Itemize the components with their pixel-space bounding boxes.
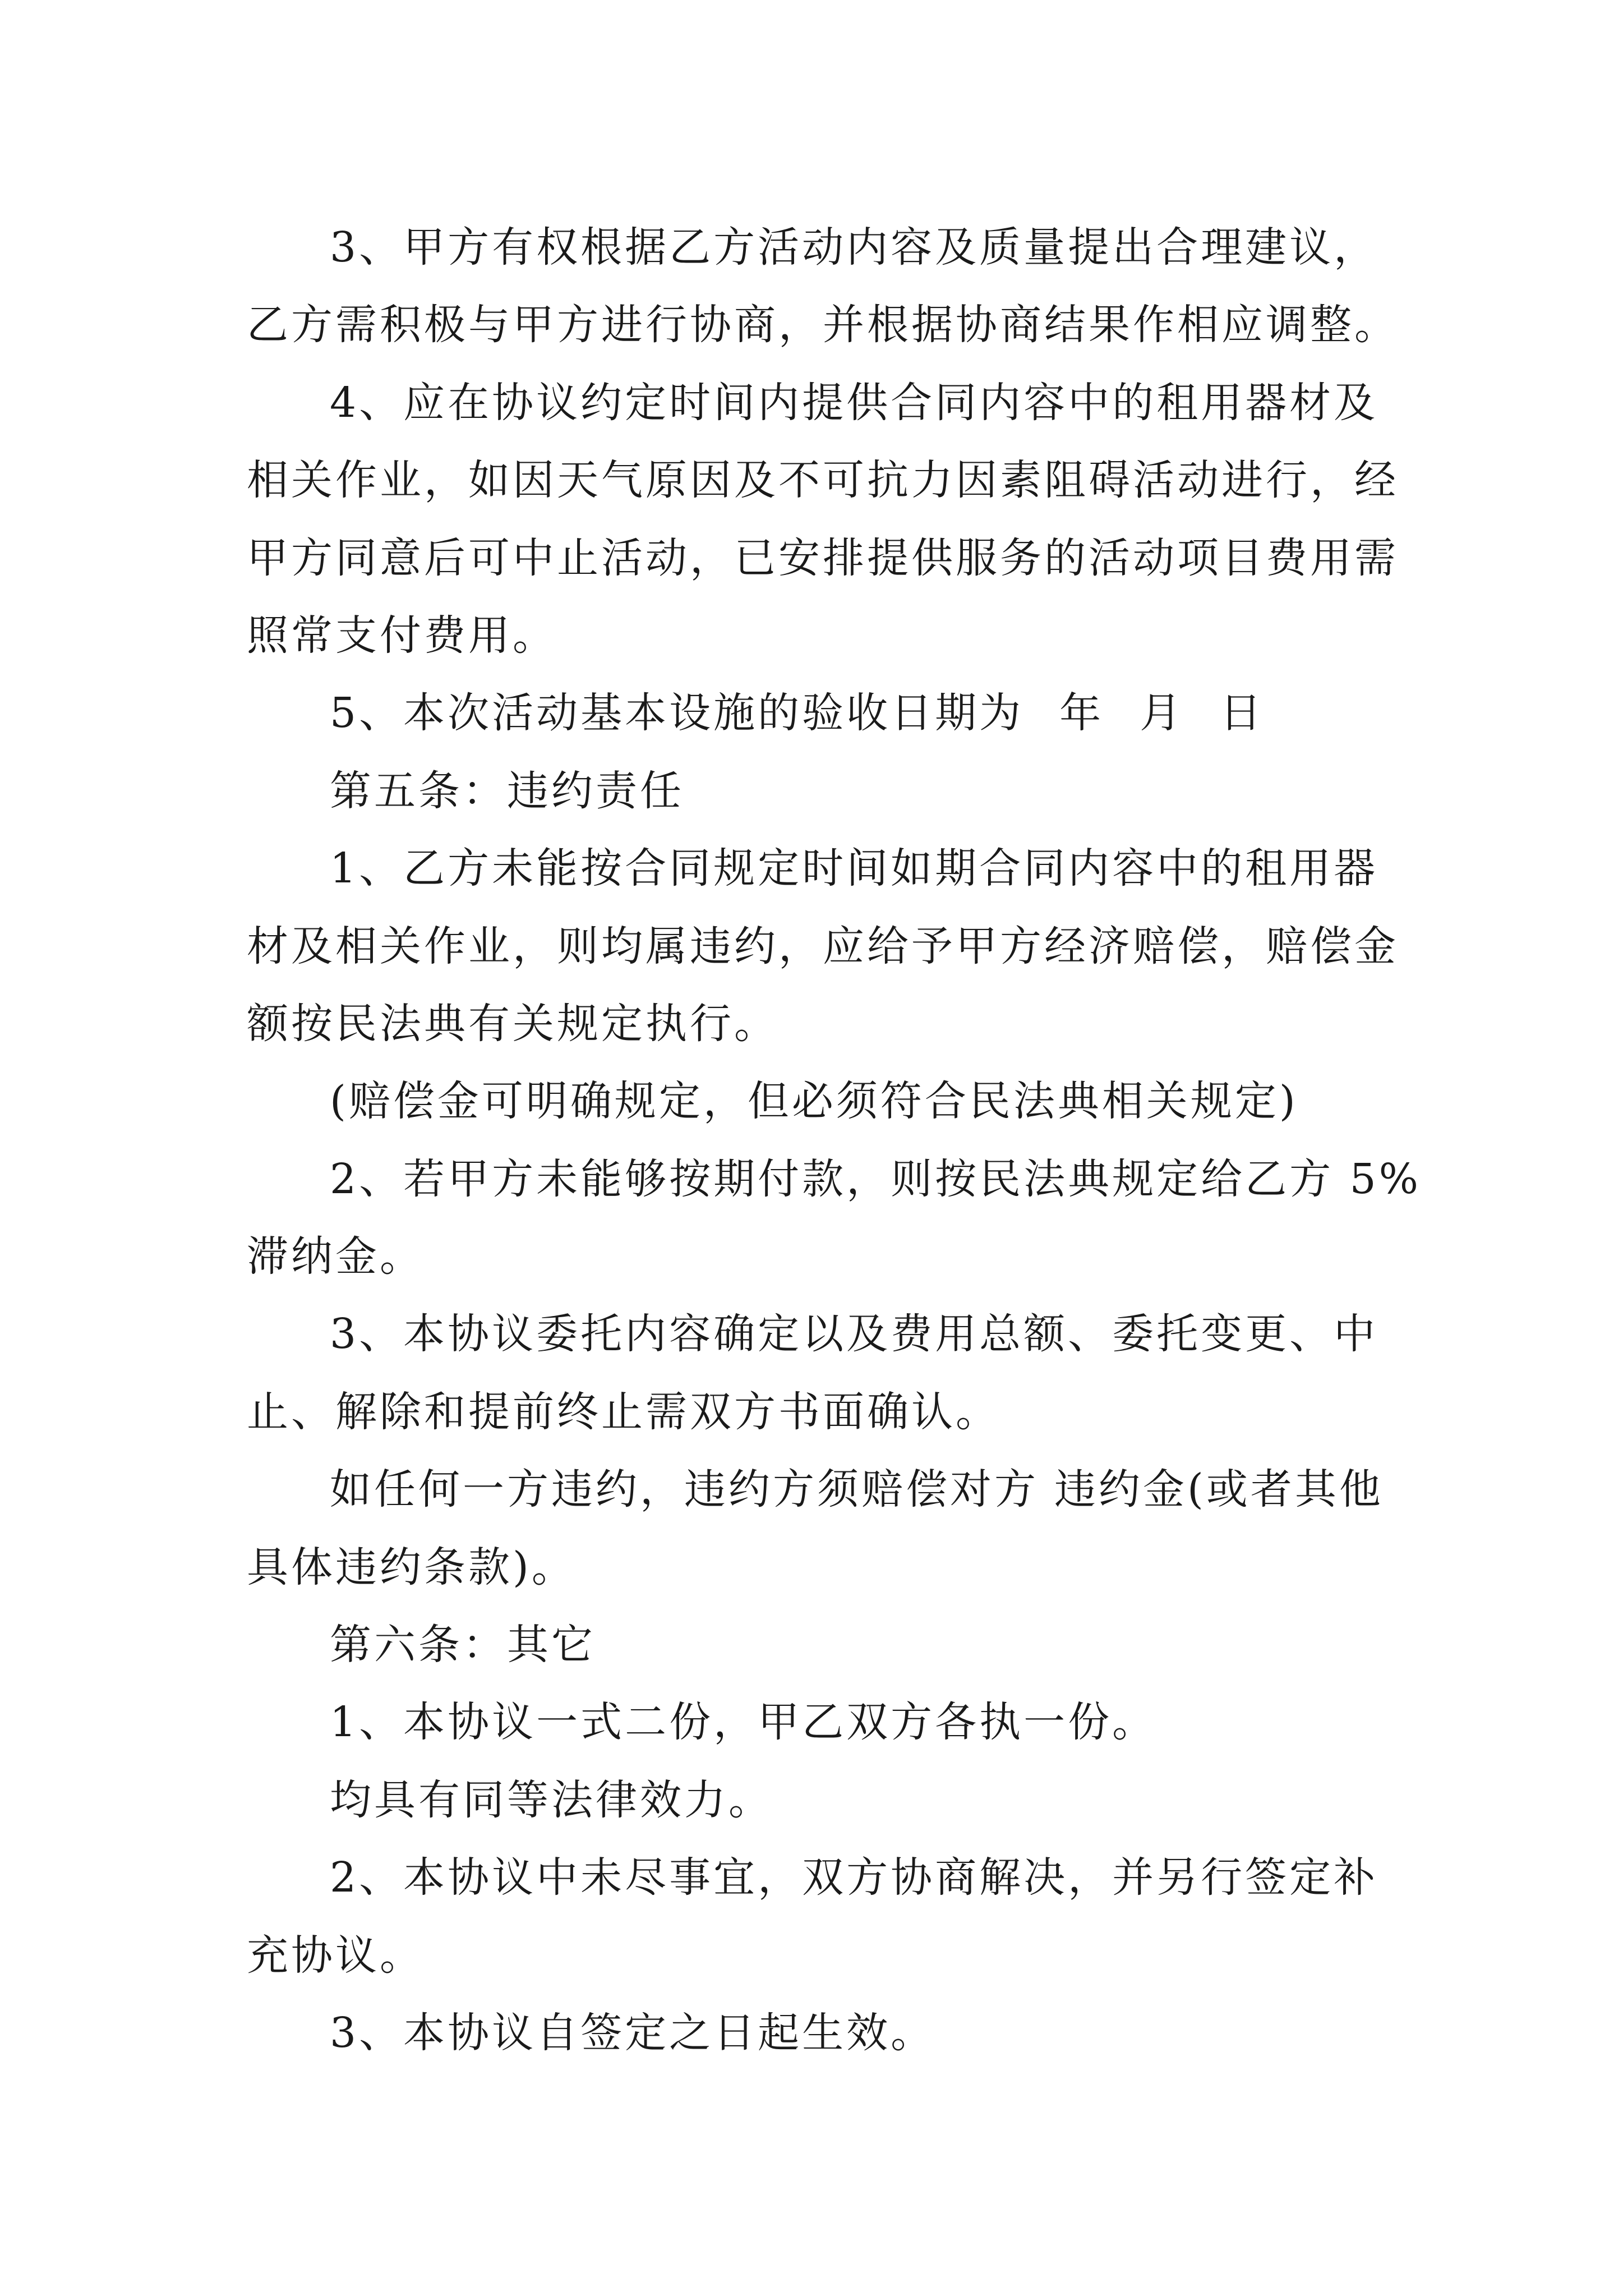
compensation-note: (赔偿金可明确规定，但必须符合民法典相关规定) [330, 1077, 1298, 1126]
clause-4-line-2: 相关作业，如因天气原因及不可抗力因素阻碍活动进行，经 [247, 456, 1399, 505]
article-6-heading: 第六条：其它 [330, 1621, 596, 1669]
year-label: 年 [1059, 689, 1104, 738]
other-clause-2-line-2: 充协议。 [247, 1931, 424, 1980]
other-clause-2-line-1: 2、本协议中未尽事宜，双方协商解决，并另行签定补 [330, 1853, 1378, 1902]
breach-clause-1-line-1: 1、乙方未能按合同规定时间如期合同内容中的租用器 [330, 844, 1378, 893]
article-5-heading: 第五条：违约责任 [330, 766, 684, 815]
acceptance-date-prefix: 5、本次活动基本设施的验收日期为 [330, 689, 1024, 738]
breach-clause-3-line-1: 3、本协议委托内容确定以及费用总额、委托变更、中 [330, 1310, 1378, 1359]
document-body [247, 209, 1421, 2072]
clause-5-acceptance-date [247, 674, 1385, 752]
breach-clause-2-line-2: 滞纳金。 [247, 1232, 424, 1281]
breach-clause-2-line-1: 2、若甲方未能够按期付款，则按民法典规定给乙方 5% [330, 1154, 1421, 1203]
default-penalty-text-a: 如任何一方违约，违约方须赔偿对方 [330, 1465, 1039, 1514]
breach-clause-1-line-3: 额按民法典有关规定执行。 [247, 999, 778, 1048]
other-clause-1: 1、本协议一式二份，甲乙双方各执一份。 [330, 1698, 1157, 1747]
breach-clause-3-line-2: 止、解除和提前终止需双方书面确认。 [247, 1387, 1000, 1436]
other-clause-3: 3、本协议自签定之日起生效。 [330, 2008, 935, 2057]
clause-4-line-1: 4、应在协议约定时间内提供合同内容中的租用器材及 [330, 378, 1378, 427]
clause-3-line-1: 3、甲方有权根据乙方活动内容及质量提出合理建议， [330, 223, 1378, 272]
clause-3-line-2: 乙方需积极与甲方进行协商，并根据协商结果作相应调整。 [247, 301, 1399, 349]
day-label: 日 [1220, 689, 1265, 738]
other-clause-1-continued: 均具有同等法律效力。 [330, 1775, 773, 1824]
breach-clause-1-line-2: 材及相关作业，则均属违约，应给予甲方经济赔偿，赔偿金 [247, 922, 1399, 970]
clause-4-line-3: 甲方同意后可中止活动，已安排提供服务的活动项目费用需 [247, 533, 1399, 582]
clause-4-line-4: 照常支付费用。 [247, 611, 557, 660]
default-penalty-text-b: 违约金(或者其他 [1054, 1465, 1384, 1514]
default-penalty-line-2: 具体违约条款)。 [247, 1543, 576, 1591]
month-label: 月 [1140, 689, 1184, 738]
default-penalty-line-1 [247, 1451, 1385, 1528]
